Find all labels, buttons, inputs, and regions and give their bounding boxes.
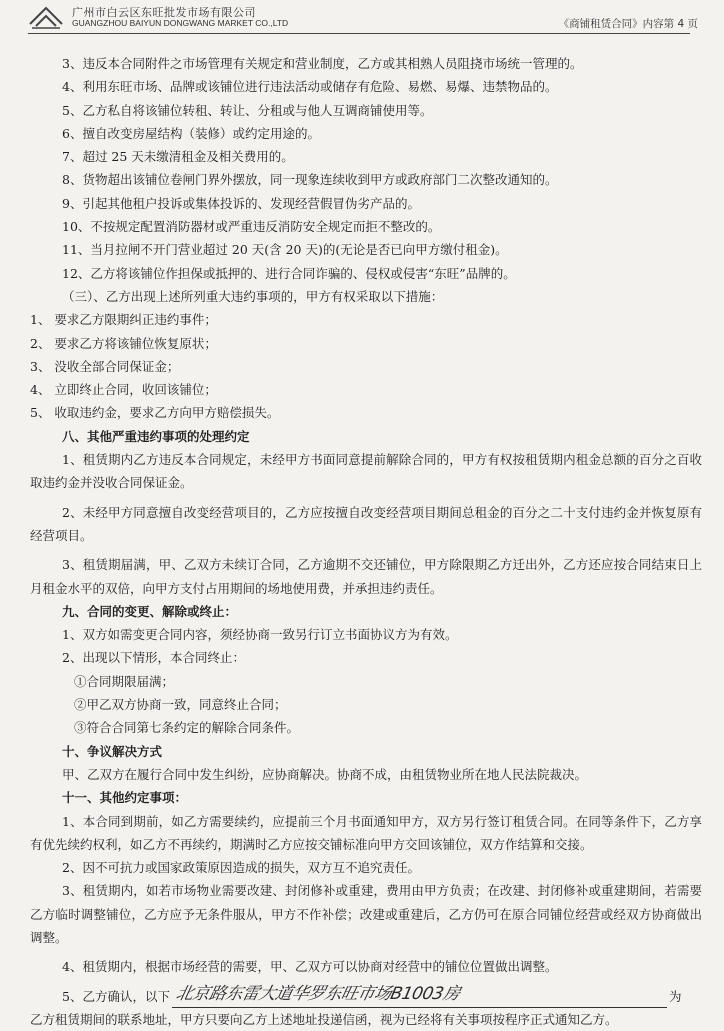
clause-item: 4、利用东旺市场、品牌或该铺位进行违法活动或储存有危险、易燃、易爆、违禁物品的。 xyxy=(62,79,558,95)
company-logo-icon xyxy=(28,4,64,30)
clause-paragraph: 2、因不可抗力或国家政策原因造成的损失，双方互不追究责任。 xyxy=(62,860,420,876)
sub-condition: ②甲乙双方协商一致，同意终止合同； xyxy=(74,697,287,713)
section-heading-11: 十一、其他约定事项： xyxy=(62,790,188,806)
measure-item: 5、 收取违约金，要求乙方向甲方赔偿损失。 xyxy=(30,405,280,421)
sub-condition: ①合同期限届满； xyxy=(74,673,175,689)
section-heading-8: 八、其他严重违约事项的处理约定 xyxy=(62,428,250,444)
clause-item: 2、出现以下情形，本合同终止： xyxy=(62,650,245,666)
subsection-heading: （三）、乙方出现上述所列重大违约事项的，甲方有权采取以下措施： xyxy=(62,288,444,304)
handwritten-address: 北京路东雷大道华罗东旺市场B1003房 xyxy=(173,983,462,1004)
clause-paragraph: 2、未经甲方同意擅自改变经营项目的，乙方应按擅自改变经营项目期间总租金的百分之二十支付违约金并恢复原有经营项目。 xyxy=(30,504,702,543)
clause-item: 3、违反本合同附件之市场管理有关规定和营业制度，乙方或其相熟人员阻挠市场统一管理的。 xyxy=(62,56,583,71)
address-fill-line xyxy=(172,983,667,1008)
clause-item: 5、乙方私自将该铺位转租、转让、分租或与他人互调商铺使用等。 xyxy=(62,102,433,118)
clause-item: 8、货物超出该铺位卷闸门界外摆放，同一现象连续收到甲方或政府部门二次整改通知的。 xyxy=(62,172,558,188)
measure-item: 4、 立即终止合同，收回该铺位； xyxy=(30,382,217,398)
measure-item: 3、 没收全部合同保证金； xyxy=(30,358,180,374)
address-clause-continuation: 乙方租赁期间的联系地址，甲方只要向乙方上述地址投递信函，视为已经将有关事项按程序正式通知乙方。 xyxy=(30,1011,618,1027)
sub-condition: ③符合合同第七条约定的解除合同条件。 xyxy=(74,720,300,736)
contract-body xyxy=(30,52,702,1031)
clause-paragraph: 甲、乙双方在履行合同中发生纠纷，应协商解决。协商不成，由租赁物业所在地人民法院裁决。 xyxy=(62,766,588,782)
measure-item: 1、 要求乙方限期纠正违约事件； xyxy=(30,312,217,328)
company-name-en: GUANGZHOU BAIYUN DONGWANG MARKET CO.,LTD xyxy=(72,18,289,28)
clause-item: 9、引起其他租户投诉或集体投诉的、发现经营假冒伪劣产品的。 xyxy=(62,195,420,211)
section-heading-10: 十、争议解决方式 xyxy=(62,743,163,759)
company-name-cn: 广州市白云区东旺批发市场有限公司 xyxy=(72,6,256,19)
clause-paragraph: 3、租赁期届满，甲、乙双方未续订合同，乙方逾期不交还铺位，甲方除限期乙方迁出外，乙方还应按合同结束日上月租金水平的双倍，向甲方支付占用期间的场地使用费，并承担违约责任。 xyxy=(30,557,702,596)
clause-paragraph: 3、租赁期内，如若市场物业需要改建、封闭修补或重建，费用由甲方负责；在改建、封闭修补或重建期间，若需要乙方临时调整铺位，乙方应予无条件服从，甲方不作补偿；改建或重建后，乙方仍可在原合同铺位经营或经双方协商做出调整。 xyxy=(30,883,702,945)
clause-item: 12、乙方将该铺位作担保或抵押的、进行合同诈骗的、侵权或侵害“东旺”品牌的。 xyxy=(62,265,516,281)
document-page-reference: 《商铺租赁合同》内容第 4 页 xyxy=(558,18,698,30)
clause-item: 6、擅自改变房屋结构（装修）或约定用途的。 xyxy=(62,125,320,141)
header-divider xyxy=(28,33,690,34)
address-clause xyxy=(30,985,702,1008)
clause-paragraph: 1、本合同到期前，如乙方需要续约，应提前三个月书面通知甲方，双方另行签订租赁合同。在同等条件下，乙方享有优先续约权利，如乙方不再续约，期满时乙方应按交铺标准向甲方交回该铺位，双方作结算和交接。 xyxy=(30,813,702,852)
address-clause-prefix: 5、乙方确认，以下 xyxy=(62,988,170,1004)
clause-item: 7、超过 25 天未缴清租金及相关费用的。 xyxy=(62,149,294,165)
measure-item: 2、 要求乙方将该铺位恢复原状； xyxy=(30,335,217,351)
clause-paragraph: 1、租赁期内乙方违反本合同规定，未经甲方书面同意提前解除合同的，甲方有权按租赁期内租金总额的百分之百收取违约金并没收合同保证金。 xyxy=(30,452,702,491)
page-header xyxy=(28,2,698,34)
section-heading-9: 九、合同的变更、解除或终止： xyxy=(62,603,238,619)
clause-item: 1、双方如需变更合同内容，须经协商一致另行订立书面协议方为有效。 xyxy=(62,627,458,643)
address-clause-suffix: 为 xyxy=(668,988,682,1004)
clause-item: 10、不按规定配置消防器材或严重违反消防安全规定而拒不整改的。 xyxy=(62,219,441,235)
clause-paragraph: 4、租赁期内，根据市场经营的需要，甲、乙双方可以协商对经营中的铺位位置做出调整。 xyxy=(62,959,558,975)
clause-item: 11、当月拉闸不开门营业超过 20 天(含 20 天)的(无论是否已向甲方缴付租金)。 xyxy=(62,242,508,258)
